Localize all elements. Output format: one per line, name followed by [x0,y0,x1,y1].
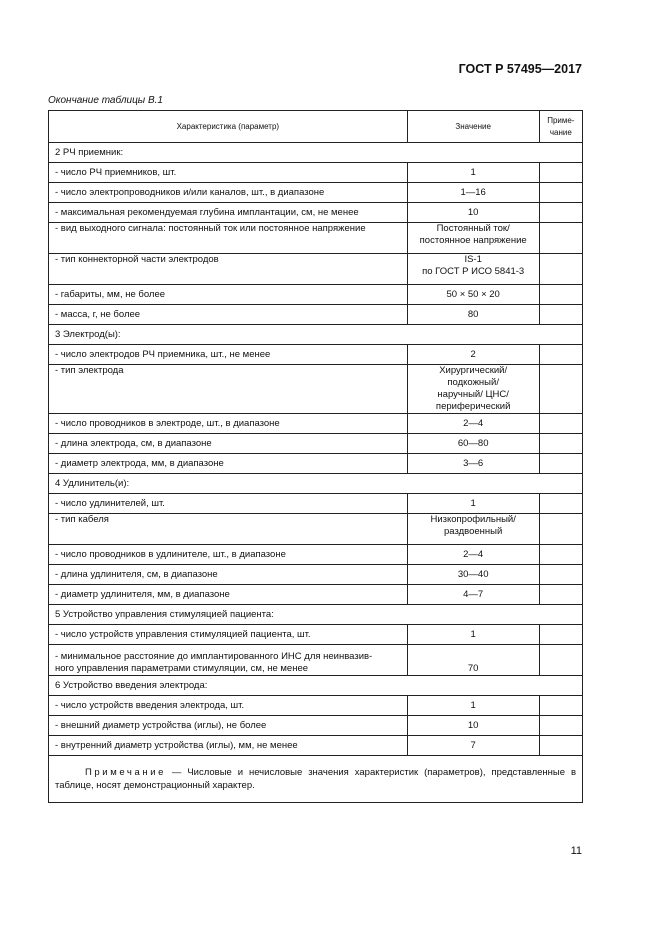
parameter-label: - тип коннекторной части электродов [49,254,408,285]
parameter-label: - масса, г, не более [49,305,408,325]
table-section-row [49,474,583,494]
table-section-row [49,605,583,625]
table-row [49,203,583,223]
standard-designation: ГОСТ Р 57495—2017 [458,62,582,76]
parameter-note [539,434,582,454]
parameter-value: 2 [407,345,539,365]
parameter-note [539,585,582,605]
section-label: 3 Электрод(ы): [49,325,583,345]
parameter-note [539,696,582,716]
table-row [49,494,583,514]
parameter-label: - диаметр удлинителя, мм, в диапазоне [49,585,408,605]
parameter-note [539,716,582,736]
table-row [49,696,583,716]
parameter-note [539,285,582,305]
parameter-label: - диаметр электрода, мм, в диапазоне [49,454,408,474]
parameter-value: Постоянный ток/ постоянное напряжение [407,223,539,254]
parameter-label: - внутренний диаметр устройства (иглы), мм, не менее [49,736,408,756]
parameter-value: 3—6 [407,454,539,474]
parameter-note [539,494,582,514]
parameter-value: 80 [407,305,539,325]
table-body [49,143,583,756]
parameter-label: - число электропроводников и/или каналов, шт., в диапазоне [49,183,408,203]
parameter-label: - число удлинителей, шт. [49,494,408,514]
parameter-label: - длина электрода, см, в диапазоне [49,434,408,454]
table-section-row [49,325,583,345]
parameter-value: 10 [407,716,539,736]
parameter-label: - число проводников в удлинителе, шт., в диапазоне [49,545,408,565]
column-header-value: Значение [407,111,539,143]
table-row [49,254,583,285]
table-row [49,434,583,454]
table-header-row [49,111,583,143]
parameter-note [539,254,582,285]
table-row [49,514,583,545]
parameter-label: - внешний диаметр устройства (иглы), не более [49,716,408,736]
parameter-value: 10 [407,203,539,223]
parameter-label: - минимальное расстояние до имплантированного ИНС для неинвазив- ного управления параметрами стимуляции, см, не менее [49,645,408,676]
column-header-note: Приме- чание [539,111,582,143]
parameter-value: 1 [407,163,539,183]
parameter-note [539,305,582,325]
table-row [49,736,583,756]
parameter-value: 2—4 [407,414,539,434]
table-note [49,756,583,803]
section-label: 4 Удлинитель(и): [49,474,583,494]
parameter-label: - тип электрода [49,365,408,414]
parameter-label: - число проводников в электроде, шт., в диапазоне [49,414,408,434]
specification-table [48,110,583,803]
parameter-label: - число устройств управления стимуляцией пациента, шт. [49,625,408,645]
table-row [49,183,583,203]
parameter-note [539,203,582,223]
parameter-note [539,223,582,254]
parameter-note [539,736,582,756]
parameter-note [539,545,582,565]
parameter-note [539,345,582,365]
parameter-label: - число устройств введения электрода, шт. [49,696,408,716]
parameter-label: - тип кабеля [49,514,408,545]
table-row [49,716,583,736]
parameter-value: 2—4 [407,545,539,565]
table-row [49,163,583,183]
note-label: Примечание [85,767,166,778]
parameter-value: Низкопрофильный/ раздвоенный [407,514,539,545]
parameter-value: 30—40 [407,565,539,585]
table-row [49,565,583,585]
parameter-note [539,645,582,676]
parameter-value: 1 [407,696,539,716]
parameter-value: 70 [407,645,539,676]
parameter-value: 1 [407,625,539,645]
section-label: 2 РЧ приемник: [49,143,583,163]
parameter-value: 1—16 [407,183,539,203]
note-text: — Числовые и нечисловые значения характеристик (параметров), представленные в таблице, носят демонстрационный характер. [55,767,576,791]
column-header-characteristic: Характеристика (параметр) [49,111,408,143]
page-number: 11 [570,845,582,857]
table-note-row [49,756,583,803]
parameter-note [539,414,582,434]
parameter-label: - максимальная рекомендуемая глубина имплантации, см, не менее [49,203,408,223]
parameter-note [539,163,582,183]
section-label: 6 Устройство введения электрода: [49,676,583,696]
parameter-note [539,514,582,545]
parameter-label: - вид выходного сигнала: постоянный ток или постоянное напряжение [49,223,408,254]
parameter-label: - длина удлинителя, см, в диапазоне [49,565,408,585]
parameter-note [539,454,582,474]
parameter-value: Хирургический/ подкожный/ наручный/ ЦНС/ периферический [407,365,539,414]
table-row [49,545,583,565]
table-row [49,625,583,645]
table-row [49,585,583,605]
table-row [49,345,583,365]
parameter-note [539,625,582,645]
parameter-label: - число электродов РЧ приемника, шт., не менее [49,345,408,365]
table-row [49,414,583,434]
parameter-note [539,183,582,203]
table-section-row [49,143,583,163]
parameter-label: - число РЧ приемников, шт. [49,163,408,183]
parameter-label: - габариты, мм, не более [49,285,408,305]
table-row [49,305,583,325]
table-row [49,285,583,305]
parameter-value: 7 [407,736,539,756]
section-label: 5 Устройство управления стимуляцией пациента: [49,605,583,625]
parameter-note [539,565,582,585]
table-row [49,645,583,676]
table-row [49,454,583,474]
table-caption: Окончание таблицы В.1 [48,95,163,106]
table-row [49,365,583,414]
parameter-value: 50 × 50 × 20 [407,285,539,305]
table-section-row [49,676,583,696]
parameter-value: 60—80 [407,434,539,454]
parameter-value: 1 [407,494,539,514]
table-row [49,223,583,254]
parameter-note [539,365,582,414]
parameter-value: 4—7 [407,585,539,605]
parameter-value: IS-1 по ГОСТ Р ИСО 5841-3 [407,254,539,285]
